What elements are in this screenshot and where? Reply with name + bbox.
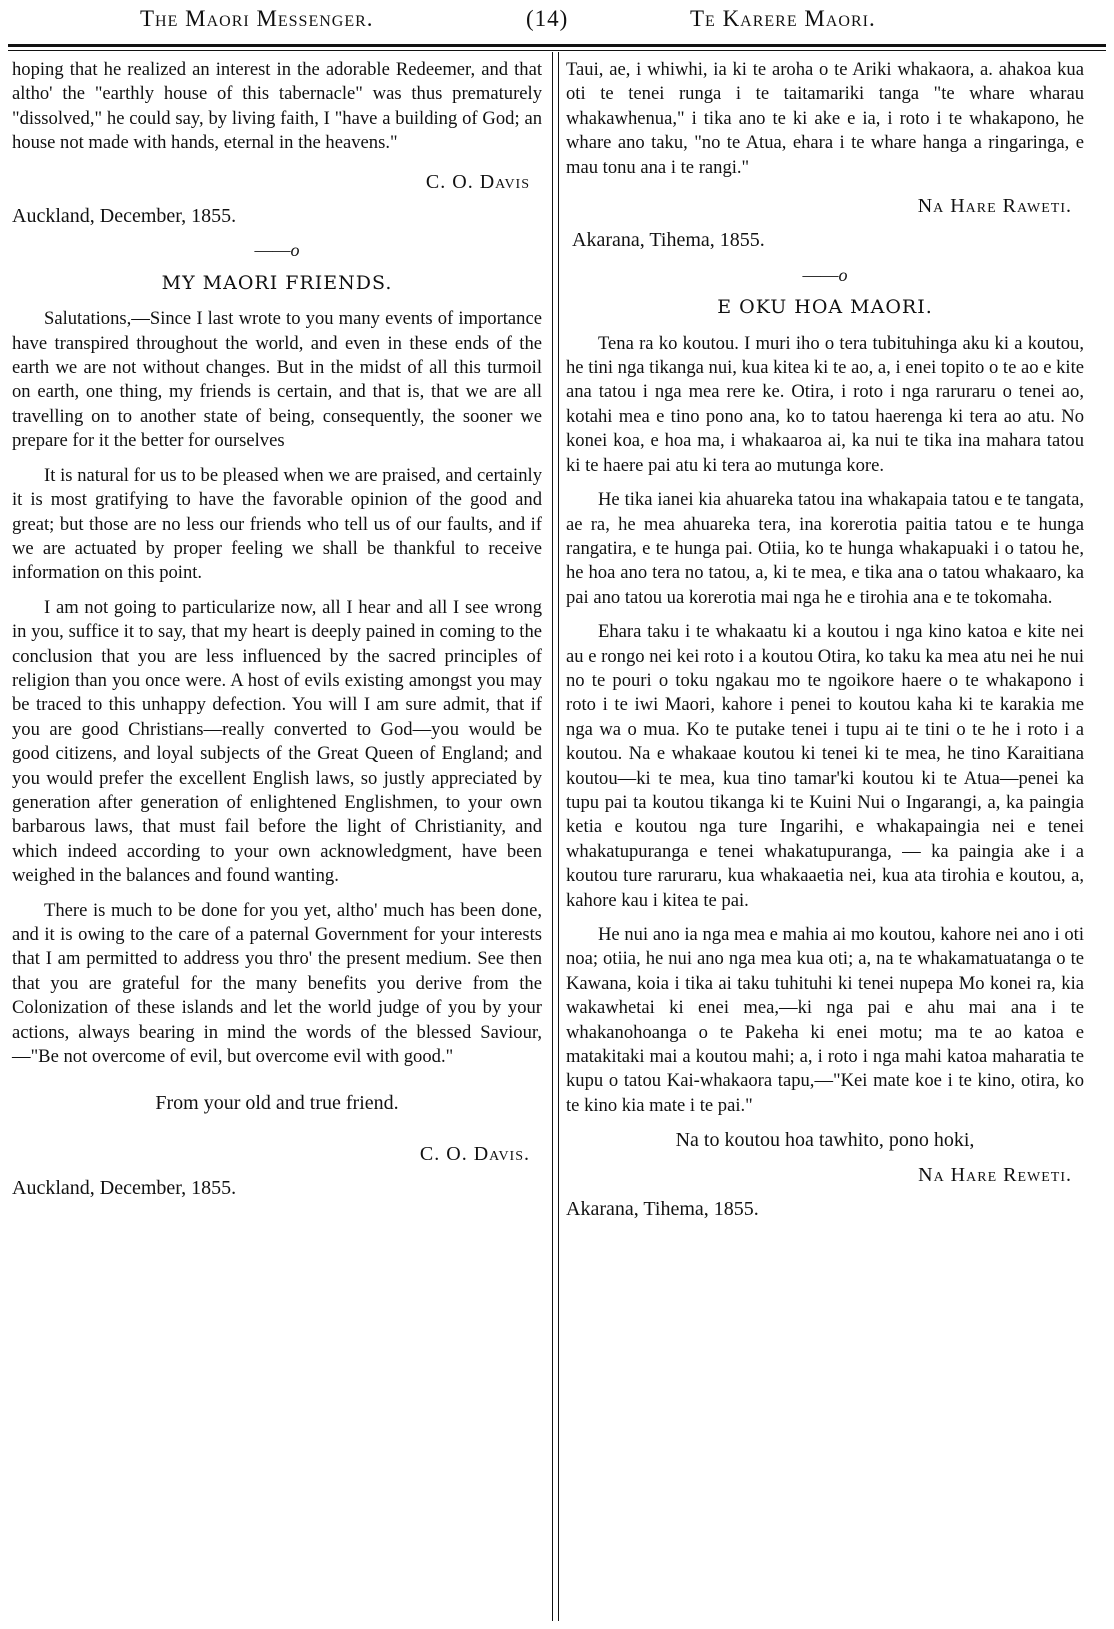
english-article-title: MY MAORI FRIENDS. [161, 271, 393, 294]
english-signature-1: C. O. Davis [425, 170, 530, 193]
english-paragraph-1: Salutations,—Since I last wrote to you many events of importance have transpired throughout the world, and even in these ends of the earth we are not without changes. But in the midst of all this turmoil on earth, one thing, my friends is certain, and that is, that we are all travelling on to another state of being, consequently, the sooner we prepare for it the better for ourselves [12, 308, 542, 452]
maori-signature-2: Na Hare Reweti. [918, 1163, 1072, 1186]
maori-date-2: Akarana, Tihema, 1855. [566, 1198, 759, 1221]
maori-paragraph-2: He tika ianei kia ahuareka tatou ina whakapaia tatou e te tangata, ae ra, he mea ahuareka tera, ina korerotia paitia tatou e te hunga rangatira, e te hunga pai. Otiia, ko te hunga whakapuaki i o tatou he, he hoa ano tera no tatou, a, ki te mea, e tika ana o tatou whakaaro, ka pai ano tatou ua korerotia mai nga he e tirohia ana e te tokomaha. [566, 489, 1084, 608]
maori-column [566, 58, 1084, 1629]
maori-paragraph-3: Ehara taku i te whakaatu ki a koutou i nga kino katoa e kite nei au e rongo nei kei roto i a koutou Otira, ko taku ka mea atu nei he nui no te pouri o toku ngakau mo te ngoikore haere o te whakapono i roto i te iwi Maori, kahore i penei to koutou kaha ki te karakia me nga wa o mua. Ko te putake tenei i tupu ai te tini o te he i roto i a koutou. Na e whakaae koutou ki tenei ki te mea, he tino Karaitiana koutou—ki te mea, kua tino tamar'ki koutou ki te Atua—penei ka tupu pai ta koutou tikanga ki te Kuini Nui o Ingarangi, a, ka paingia ketia e koutou nga ture Ingarihi, e whakapaingia nei e tenei whakatupuranga e tenei whakatupuranga, — ka paingia ake i a koutou ture raruraru, kua whakaaetia nei, kua ata tirohia e koutou, a, kahore kau i kitea te pai. [566, 621, 1084, 911]
english-opening-paragraph: hoping that he realized an interest in the adorable Redeemer, and that altho' the "earthly house of this tabernacle" was thus prematurely "dissolved," he could say, by living faith, I "have a building of God; an house not made with hands, eternal in the heavens." [12, 59, 542, 154]
maori-paragraph-4: He nui ano ia nga mea e mahia ai mo koutou, kahore nei ano i oti noa; otiia, he nui ano nga mea kua oti; a, na te whakamatuatanga o te Kawana, koia i tika ai taku tuhituhi ki tenei nupepa Mo konei ra, kia wakawhetai ki enei mea,—ki nga pai e ahu mai ana i te whakanohoanga o te Pakeha ki enei motu; ma te ao katoa e matakitaki mai a koutou mahi; a, i roto i nga mahi katoa maharatia te kupu o tatou Kai-whakaora tapu,—"Kei mate koe i te kino, otira, ko te kino kia mate i te pai." [566, 924, 1084, 1116]
english-column [12, 58, 542, 1629]
header-rule [8, 44, 1106, 47]
maori-opening-paragraph: Taui, ae, i whiwhi, ia ki te aroha o te Ariki whakaora, a. ahakoa kua oti te tenei runga i te taitamariki tanga "te whare wharau whakawhenua," i tika ano te ki ake e ia, i roto i te whakapono, he whare ano taku, "no te Atua, ehara i te whare hanga a ringaringa, e mau tonu ana i te rangi." [566, 59, 1084, 178]
column-divider [552, 52, 553, 1621]
english-paragraph-3: I am not going to particularize now, all I hear and all I see wrong in you, suffice it to say, that my heart is deeply pained in coming to the conclusion that you are less influenced by the sacred principles of religion than you once were. A host of evils existing amongst you may be traced to this unhappy defection. You will I am sure admit, that if you are good Christians—really converted to God—you would be good citizens, and loyal subjects of the Great Queen of England; and you would prefer the excellent English laws, so justly appreciated by generation after generation of enlightened Englishmen, to your own barbarous laws, that must fail before the light of Christianity, and which indeed according to your own acknowledgment, have been weighed in the balances and found wanting. [12, 596, 542, 887]
header-rule-thin [8, 50, 1106, 51]
english-paragraph-4: There is much to be done for you yet, altho' much has been done, and it is owing to the care of a paternal Government for your interests that I am permitted to address you thro' the present medium. See then that you are grateful for the many benefits you derive from the Colonization of these islands and let the world judge of you by your actions, always bearing in mind the words of the blessed Saviour,—"Be not overcome of evil, but overcome evil with good." [12, 899, 542, 1068]
english-separator: —— o [12, 238, 542, 262]
maori-signature-1: Na Hare Raweti. [917, 195, 1072, 218]
english-date-2: Auckland, December, 1855. [12, 1177, 237, 1200]
english-paragraph-2: It is natural for us to be pleased when we are praised, and certainly it is most gratifying to have the favorable opinion of the good and great; but those are no less our friends who tell us of our faults, and if we are actuated by proper feeling we shall be thankful to receive information on this point. [12, 464, 542, 584]
masthead-english: The Maori Messenger. [140, 6, 374, 31]
page-number: (14) [526, 6, 569, 31]
maori-separator: —— o [566, 263, 1084, 287]
masthead-maori: Te Karere Maori. [690, 6, 876, 31]
column-divider-inner [558, 52, 559, 1621]
maori-paragraph-1: Tena ra ko koutou. I muri iho o tera tubituhinga aku ki a koutou, he tini nga tikanga nui, kua kitea ki te ao, a, i enei topito o te ao e kite ana tatou i nga mea rere ke. Otira, i roto i nga raruraru o tenei ao, kotahi mea e tino pono ana, ko to tatou haerenga ki tera ao atu. No konei koa, e hoa ma, i whakaaroa ai, ka nui te tika ina mahara tatou ki te haere pai atu ki tera ao mutunga kore. [566, 332, 1084, 476]
english-closing: From your old and true friend. [155, 1092, 399, 1115]
maori-date-1: Akarana, Tihema, 1855. [572, 229, 765, 252]
english-date-1: Auckland, December, 1855. [12, 205, 237, 228]
english-signature-2: C. O. Davis. [419, 1142, 530, 1165]
maori-closing: Na to koutou hoa tawhito, pono hoki, [675, 1129, 975, 1152]
maori-article-title: E OKU HOA MAORI. [717, 296, 933, 319]
page-header [0, 0, 1114, 46]
